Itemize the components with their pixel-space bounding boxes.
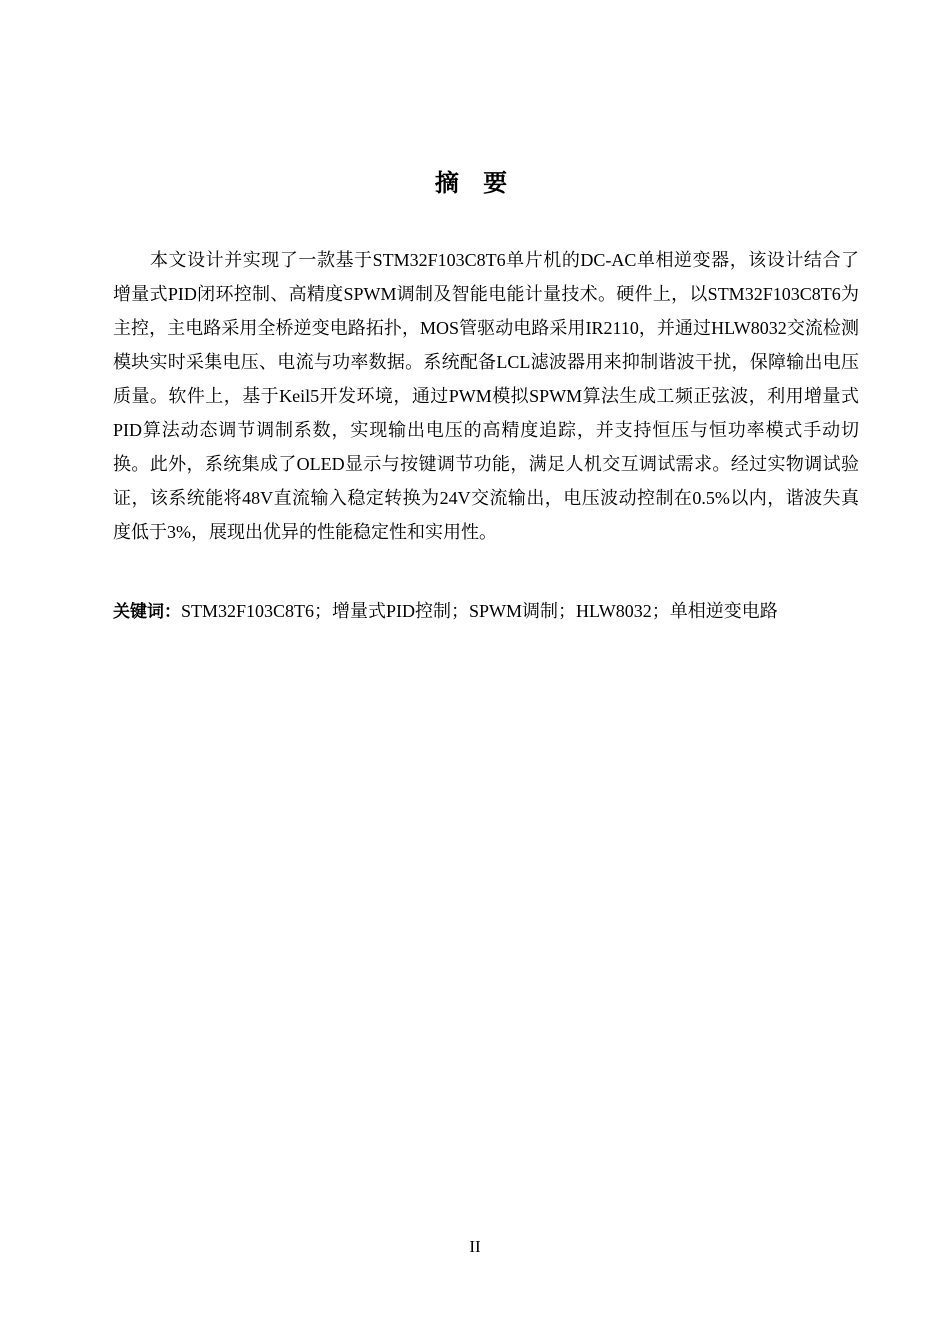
page-number: II: [469, 1237, 481, 1256]
abstract-paragraph: 本文设计并实现了一款基于STM32F103C8T6单片机的DC-AC单相逆变器，该设计结合了增量式PID闭环控制、高精度SPWM调制及智能电能计量技术。硬件上，以STM32F103C8T6为主控，主电路采用全桥逆变电路拓扑，MOS管驱动电路采用IR2110，并通过HLW8032交流检测模块实时采集电压、电流与功率数据。系统配备LCL滤波器用来抑制谐波干扰，保障输出电压质量。软件上，基于Keil5开发环境，通过PWM模拟SPWM算法生成工频正弦波，利用增量式PID算法动态调节调制系数，实现输出电压的高精度追踪，并支持恒压与恒功率模式手动切换。此外，系统集成了OLED显示与按键调节功能，满足人机交互调试需求。经过实物调试验证，该系统能将48V直流输入稳定转换为24V交流输出，电压波动控制在0.5%以内，谐波失真度低于3%，展现出优异的性能稳定性和实用性。: [113, 250, 859, 542]
keywords-line: [113, 596, 859, 627]
page-title: 摘 要: [434, 169, 516, 197]
keywords-text: STM32F103C8T6；增量式PID控制；SPWM调制；HLW8032；单相逆变电路: [181, 601, 778, 621]
keywords-label: 关键词：: [113, 602, 181, 622]
